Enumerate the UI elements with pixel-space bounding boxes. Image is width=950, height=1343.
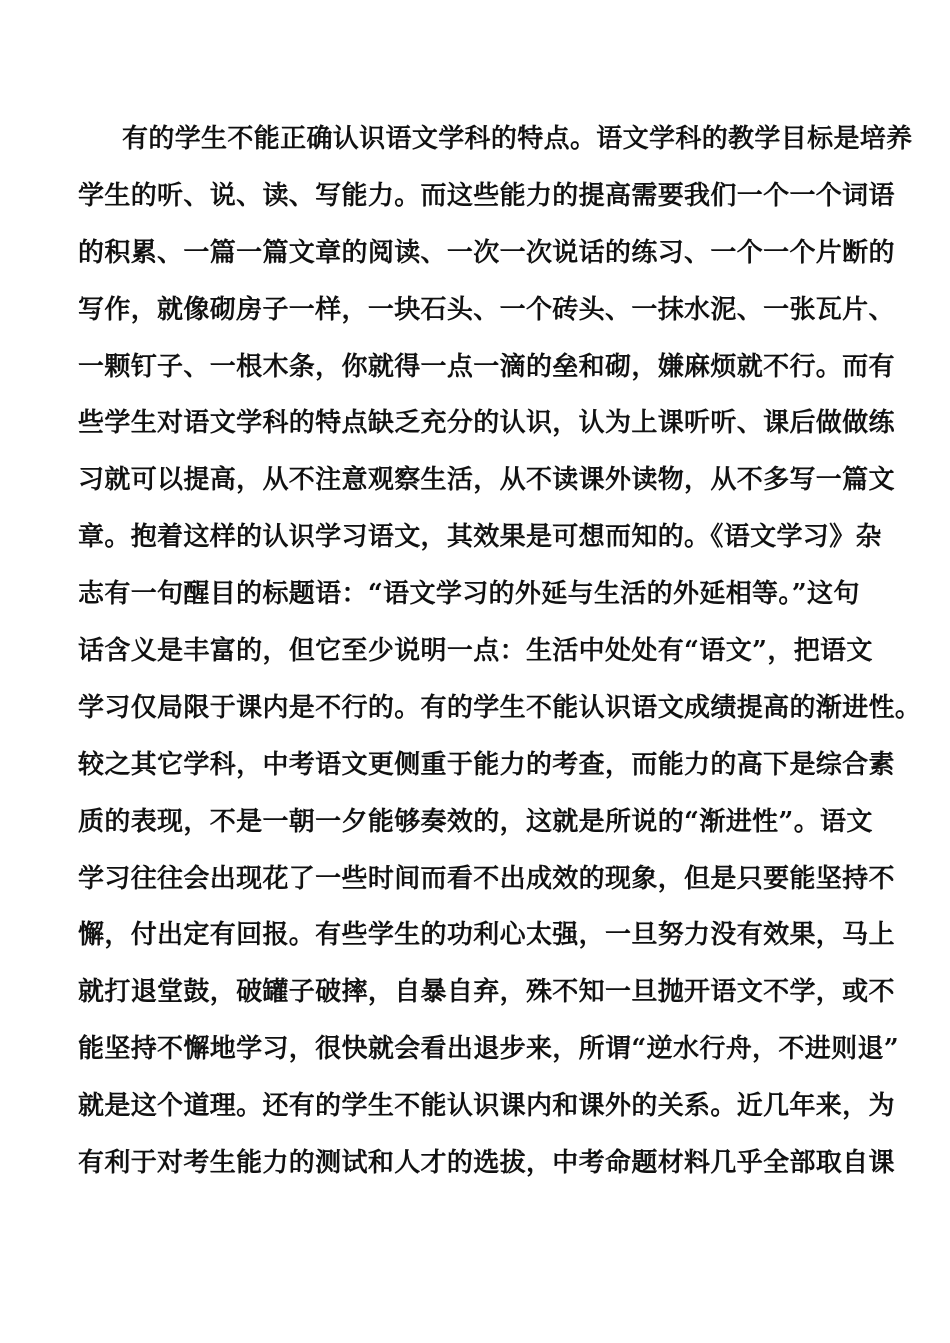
text-line: 志有一句醒目的标题语：“语文学习的外延与生活的外延相等。”这句 [78,579,860,610]
text-line: 话含义是丰富的，但它至少说明一点：生活中处处有“语文”，把语文 [78,636,873,667]
text-line: 些学生对语文学科的特点缺乏充分的认识，认为上课听听、课后做做练 [78,408,895,439]
text-line: 写作，就像砌房子一样，一块石头、一个砖头、一抹水泥、一张瓦片、 [78,294,895,325]
text-line: 习就可以提高，从不注意观察生活，从不读课外读物，从不多写一篇文 [78,465,895,496]
text-line: 学习仅局限于课内是不行的。有的学生不能认识语文成绩提高的渐进性。 [78,692,922,723]
text-line: 就打退堂鼓，破罐子破摔，自暴自弃，殊不知一旦抛开语文不学，或不 [78,977,895,1008]
text-line: 懈，付出定有回报。有些学生的功利心太强，一旦努力没有效果，马上 [78,920,895,951]
text-line: 有的学生不能正确认识语文学科的特点。语文学科的教学目标是培养 [122,124,913,154]
body-paragraph [78,111,922,1192]
text-line: 较之其它学科，中考语文更侧重于能力的考查，而能力的高下是综合素 [78,749,895,780]
text-line: 一颗钉子、一根木条，你就得一点一滴的垒和砌，嫌麻烦就不行。而有 [78,351,895,382]
text-line: 有利于对考生能力的测试和人才的选拔，中考命题材料几乎全部取自课 [78,1148,895,1179]
text-line: 章。抱着这样的认识学习语文，其效果是可想而知的。《语文学习》杂 [78,522,882,553]
text-line: 的积累、一篇一篇文章的阅读、一次一次说话的练习、一个一个片断的 [78,237,895,268]
text-line: 能坚持不懈地学习，很快就会看出退步来，所谓“逆水行舟，不进则退” [78,1034,900,1065]
text-line: 学生的听、说、读、写能力。而这些能力的提高需要我们一个一个词语 [78,180,895,211]
text-line: 质的表现，不是一朝一夕能够奏效的，这就是所说的“渐进性”。语文 [78,806,873,837]
text-line: 就是这个道理。还有的学生不能认识课内和课外的关系。近几年来，为 [78,1091,895,1122]
text-line: 学习往往会出现花了一些时间而看不出成效的现象，但是只要能坚持不 [78,863,895,894]
